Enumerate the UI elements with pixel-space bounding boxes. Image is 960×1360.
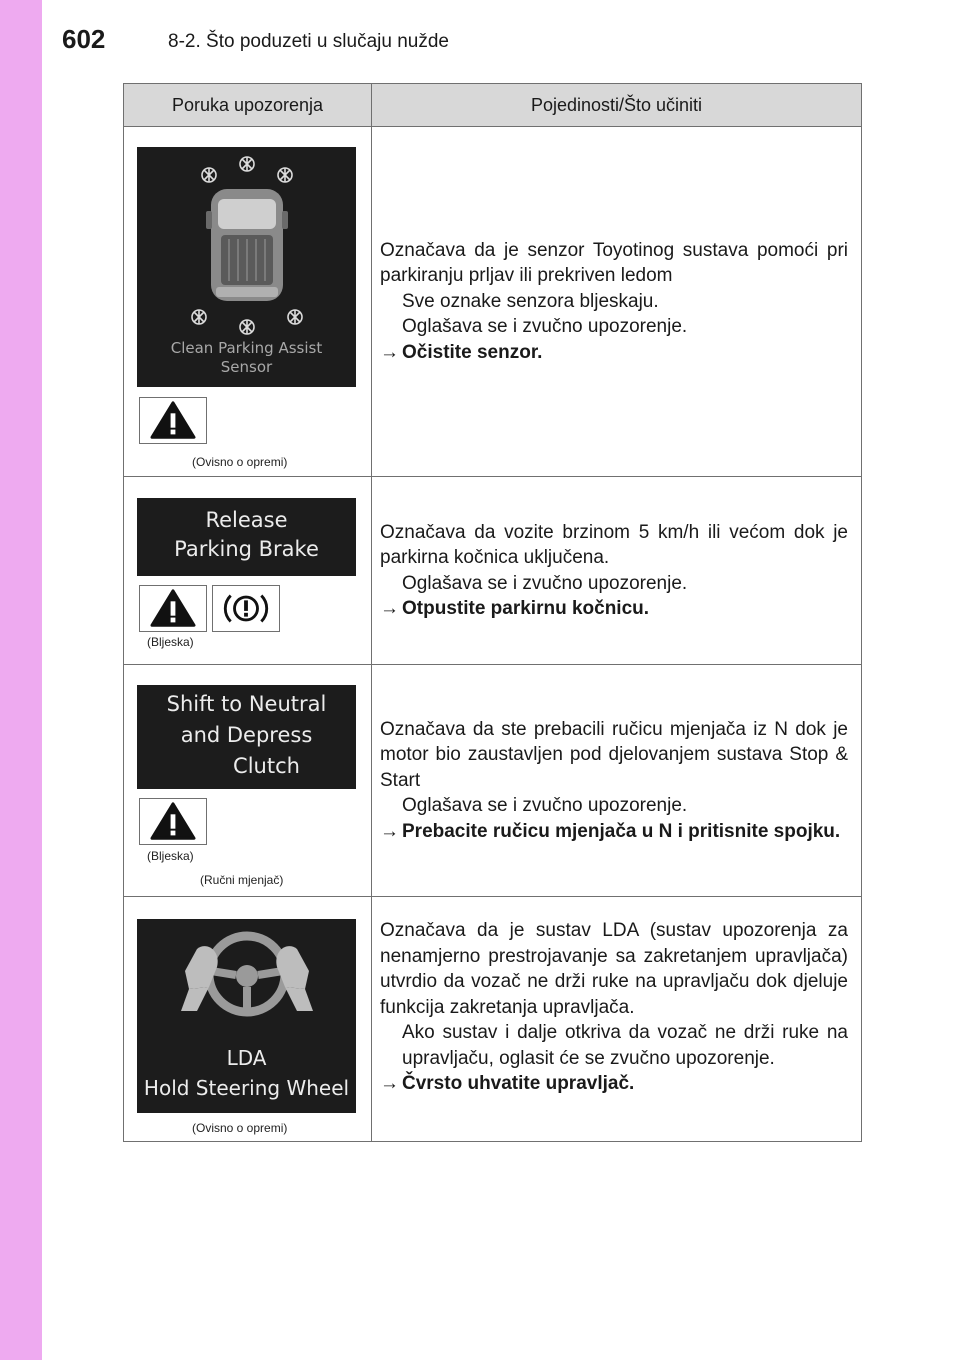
description: Označava da vozite brzinom 5 km/h ili većom dok je parkirna kočnica uključena. xyxy=(380,521,848,568)
table-row xyxy=(124,665,862,897)
col-header-warning-message: Poruka upozorenja xyxy=(124,84,372,127)
message-cell xyxy=(124,477,372,665)
note: Oglašava se i zvučno upozorenje. xyxy=(402,316,688,338)
action-label: Prebacite ručicu mjenjača u N i pritisnite spojku. xyxy=(402,820,841,842)
note: Sve oznake senzora bljeskaju. xyxy=(402,290,659,312)
display-text-line: Release xyxy=(205,508,288,532)
warning-triangle-icon xyxy=(140,586,206,631)
warning-triangle-icon xyxy=(140,398,206,443)
note: Ako sustav i dalje otkriva da vozač ne drži ruke na upravljaču, oglasit će se zvučno upozorenje. xyxy=(402,1022,848,1069)
warning-indicator xyxy=(139,397,207,444)
display-screen xyxy=(137,919,356,1113)
arrow-icon: → xyxy=(380,598,399,619)
display-text-line: Shift to Neutral xyxy=(166,692,327,716)
display-text-line: Parking Brake xyxy=(174,536,319,561)
display-screen xyxy=(137,685,356,789)
section-title: 8-2. Što poduzeti u slučaju nužde xyxy=(168,31,449,52)
message-cell xyxy=(124,127,372,477)
arrow-icon: → xyxy=(380,820,399,842)
note: Oglašava se i zvučno upozorenje. xyxy=(402,572,688,594)
display-text-line: and Depress xyxy=(180,723,313,748)
details-cell xyxy=(372,665,862,897)
car-top-view-icon xyxy=(137,147,356,337)
steering-wheel-hands-icon xyxy=(137,919,356,1029)
brake-indicator xyxy=(212,585,280,632)
description: Označava da ste prebacili ručicu mjenjača iz N dok je motor bio zaustavljen pod djelovanjem sustava Stop & Start xyxy=(380,718,848,791)
caption: (Ovisno o opremi) xyxy=(192,1121,288,1135)
display-text-line: Clutch xyxy=(233,754,300,779)
message-cell xyxy=(124,897,372,1142)
col-header-details: Pojedinosti/Što učiniti xyxy=(372,84,862,127)
parking-brake-icon xyxy=(213,586,279,631)
table-row xyxy=(124,127,862,477)
caption: (Ovisno o opremi) xyxy=(192,455,288,469)
details-cell xyxy=(372,127,862,477)
warning-message-table xyxy=(123,83,862,1142)
table-header-row xyxy=(124,84,862,127)
table-row xyxy=(124,477,862,665)
side-strip xyxy=(0,0,42,1360)
warning-triangle-icon xyxy=(140,799,206,844)
display-text-line: Hold Steering Wheel xyxy=(143,1076,350,1100)
details-cell xyxy=(372,897,862,1142)
details-cell xyxy=(372,477,862,665)
warning-indicator xyxy=(139,798,207,845)
action-label: Otpustite parkirnu kočnicu. xyxy=(402,598,650,619)
display-text-line: LDA xyxy=(226,1046,267,1070)
display-text-line: Clean Parking Assist xyxy=(170,339,323,357)
caption: (Bljeska) xyxy=(147,635,194,649)
page-number: 602 xyxy=(62,24,106,54)
action-text xyxy=(380,1071,848,1097)
message-cell xyxy=(124,665,372,897)
action-text xyxy=(380,596,848,622)
action-text xyxy=(380,819,848,845)
action-text xyxy=(380,340,848,366)
description: Označava da je senzor Toyotinog sustava pomoći pri parkiranju prljav ili prekriven ledom xyxy=(380,239,848,287)
description: Označava da je sustav LDA (sustav upozorenja za nenamjerno prestrojavanje sa zakretanjem upravljača) utvrdio da vozač ne drži ruke na upravljaču dok djeluje funkcija zakretanja upravljača. xyxy=(380,920,848,1018)
arrow-icon: → xyxy=(380,1073,399,1094)
action-label: Čvrsto uhvatite upravljač. xyxy=(402,1073,635,1094)
caption: (Ručni mjenjač) xyxy=(200,873,284,887)
table-row xyxy=(124,897,862,1142)
warning-indicator xyxy=(139,585,207,632)
note: Oglašava se i zvučno upozorenje. xyxy=(402,795,688,817)
display-screen xyxy=(137,147,356,387)
display-text-line: Sensor xyxy=(220,357,273,376)
display-screen xyxy=(137,498,356,576)
caption: (Bljeska) xyxy=(147,849,194,863)
arrow-icon: → xyxy=(380,341,399,363)
action-label: Očistite senzor. xyxy=(402,341,543,363)
